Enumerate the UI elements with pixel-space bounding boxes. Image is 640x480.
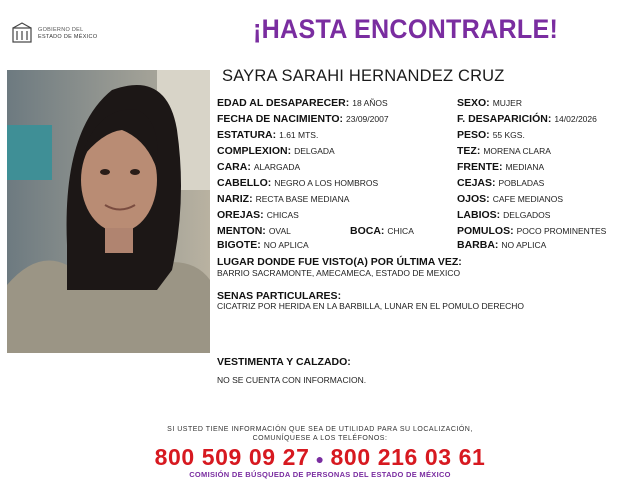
field-value: 23/09/2007 (346, 114, 389, 124)
field-label: BARBA: (457, 239, 499, 251)
field-value: CHICAS (266, 210, 299, 220)
field-label: FRENTE: (457, 161, 503, 173)
commission-name: COMISIÓN DE BÚSQUEDA DE PERSONAS DEL ESTADO DE MÉXICO (189, 470, 451, 479)
field-fecha-nacimiento (217, 112, 389, 125)
field-complexion (217, 144, 335, 157)
field-menton (217, 224, 291, 237)
field-label: CABELLO: (217, 177, 272, 189)
logo-text-line2: ESTADO DE MÉXICO (38, 34, 98, 40)
field-label: OJOS: (457, 193, 490, 205)
field-value: POBLADAS (498, 178, 545, 188)
field-label: TEZ: (457, 145, 481, 157)
field-label: BIGOTE: (217, 239, 261, 251)
last-seen-label: LUGAR DONDE FUE VISTO(A) POR ÚLTIMA VEZ: (217, 256, 462, 268)
field-fecha-desaparicion (457, 112, 597, 125)
field-value: MUJER (492, 98, 522, 108)
field-value: ALARGADA (253, 162, 301, 172)
field-value: RECTA BASE MEDIANA (255, 194, 350, 204)
field-nariz (217, 192, 349, 205)
field-label: NARIZ: (217, 193, 253, 205)
field-label: BOCA: (350, 225, 385, 237)
field-pomulos (457, 224, 606, 237)
marks-label: SENAS PARTICULARES: (217, 290, 342, 302)
field-labios (457, 208, 550, 221)
field-value: CAFE MEDIANOS (492, 194, 564, 204)
marks-value: CICATRIZ POR HERIDA EN LA BARBILLA, LUNAR EN EL POMULO DERECHO (217, 301, 525, 311)
field-value: DELGADOS (503, 210, 551, 220)
field-label: OREJAS: (217, 209, 264, 221)
person-name: SAYRA SARAHI HERNANDEZ CRUZ (222, 66, 505, 85)
field-cejas (457, 176, 544, 189)
field-boca (350, 224, 414, 237)
field-label: LABIOS: (457, 209, 501, 221)
field-value: NEGRO A LOS HOMBROS (274, 178, 379, 188)
field-value: 55 KGS. (492, 130, 525, 140)
field-cabello (217, 176, 378, 189)
field-value: NO APLICA (501, 240, 547, 250)
field-value: 18 AÑOS (352, 98, 388, 108)
field-orejas (217, 208, 299, 221)
phone-number-1[interactable]: 800 509 09 27 (154, 444, 310, 470)
headline: ¡HASTA ENCONTRARLE! (253, 14, 559, 44)
field-peso (457, 128, 525, 141)
footer-note-line1: SI USTED TIENE INFORMACIÓN QUE SEA DE UTILIDAD PARA SU LOCALIZACIÓN, (167, 426, 473, 433)
field-cara (217, 160, 300, 173)
person-photo (7, 70, 210, 353)
field-bigote (217, 238, 309, 251)
field-label: SEXO: (457, 97, 490, 109)
footer-note-line2: COMUNÍQUESE A LOS TELÉFONOS: (252, 435, 388, 442)
clothing-label: VESTIMENTA Y CALZADO: (217, 356, 351, 368)
field-value: POCO PROMINENTES (516, 226, 607, 236)
field-value: DELGADA (294, 146, 335, 156)
state-emblem-icon (10, 22, 34, 46)
phone-numbers (0, 444, 640, 471)
field-value: MORENA CLARA (483, 146, 551, 156)
field-estatura (217, 128, 318, 141)
field-label: PESO: (457, 129, 490, 141)
field-label: CEJAS: (457, 177, 496, 189)
bullet-dot-icon: ● (315, 450, 325, 467)
clothing-value: NO SE CUENTA CON INFORMACION. (217, 375, 367, 385)
field-label: CARA: (217, 161, 251, 173)
field-value: NO APLICA (263, 240, 309, 250)
field-value: OVAL (268, 226, 291, 236)
field-value: CHICA (387, 226, 414, 236)
phone-number-2[interactable]: 800 216 03 61 (330, 444, 486, 470)
field-label: F. DESAPARICIÓN: (457, 113, 552, 125)
field-label: COMPLEXION: (217, 145, 292, 157)
logo-text-line1: GOBIERNO DEL (38, 27, 84, 33)
field-label: POMULOS: (457, 225, 514, 237)
field-label: ESTATURA: (217, 129, 277, 141)
field-value: 14/02/2026 (554, 114, 597, 124)
field-value: MEDIANA (505, 162, 545, 172)
person-photo-illustration (7, 70, 210, 353)
field-label: FECHA DE NACIMIENTO: (217, 113, 343, 125)
field-frente (457, 160, 544, 173)
field-label: EDAD AL DESAPARECER: (217, 97, 350, 109)
field-value: 1.61 MTS. (279, 130, 319, 140)
government-logo (10, 22, 130, 48)
field-ojos (457, 192, 563, 205)
field-edad (217, 96, 388, 109)
last-seen-value: BARRIO SACRAMONTE, AMECAMECA, ESTADO DE MEXICO (217, 268, 461, 278)
field-barba (457, 238, 546, 251)
field-tez (457, 144, 551, 157)
field-label: MENTON: (217, 225, 266, 237)
field-sexo (457, 96, 522, 109)
